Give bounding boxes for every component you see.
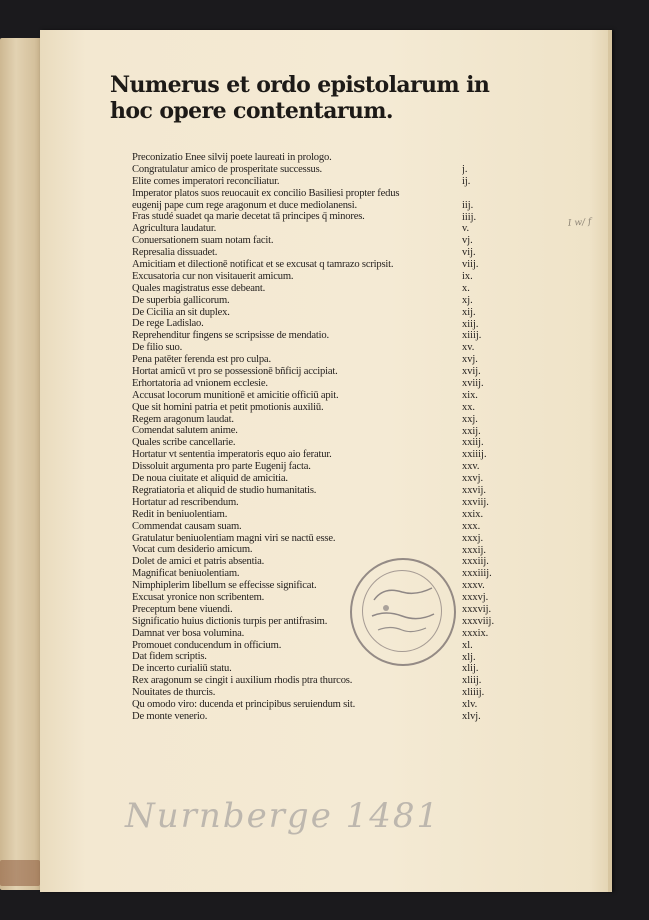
epistle-entry: Vocat cum desiderio amicum.	[132, 544, 253, 556]
epistle-entry: Dissoluit argumenta pro parte Eugenij facta.	[132, 461, 311, 473]
epistle-number: xxxvj.	[462, 592, 489, 604]
epistle-number: iij.	[462, 199, 474, 211]
epistle-number: xxxix.	[462, 627, 489, 639]
epistle-number: xvj.	[462, 354, 478, 366]
epistle-number: xlvj.	[462, 710, 481, 722]
library-stamp	[350, 558, 456, 666]
epistle-entry: Nimphiplerim libellum se effecisse significat.	[132, 580, 317, 592]
epistle-entry: Promouet conducendum in officium.	[132, 639, 282, 651]
epistle-number: xxvj.	[462, 473, 484, 485]
epistle-number: vij.	[462, 247, 476, 259]
epistle-entry: Qu omodo viro: ducenda et principibus seruiendum sit.	[132, 698, 356, 710]
epistle-entry: Nouitates de thurcis.	[132, 687, 216, 699]
epistle-entry: Dolet de amici et patris absentia.	[132, 556, 265, 568]
epistle-entry: De filio suo.	[132, 342, 183, 354]
epistle-entry: Gratulatur beniuolentiam magni viri se nactū esse.	[132, 532, 336, 544]
epistle-entry: De noua ciuitate et aliquid de amicitia.	[132, 473, 288, 485]
epistle-number: xxxij.	[462, 544, 486, 556]
epistle-entry: Imperator platos suos reuocauit ex concilio Basiliesi propter fedus	[132, 187, 400, 199]
epistle-entry: Significatio huius dictionis turpis per antifrasim.	[132, 615, 328, 627]
epistle-entry: Erhortatoria ad vnionem ecclesie.	[132, 377, 268, 389]
epistle-entry: Hortatur ad rescribendum.	[132, 496, 239, 508]
epistle-entry: Pena patēter ferenda est pro culpa.	[132, 354, 271, 366]
epistle-number: xxx.	[462, 520, 481, 532]
epistle-number: xx.	[462, 401, 475, 413]
epistle-number: xxvij.	[462, 485, 486, 497]
epistle-number: xiij.	[462, 318, 479, 330]
epistle-number: xix.	[462, 389, 478, 401]
epistle-number: xxj.	[462, 413, 478, 425]
epistle-entry: De Cicilia an sit duplex.	[132, 306, 230, 318]
stamp-mark	[352, 560, 454, 664]
page-title: Numerus et ordo epistolarum in hoc opere contentarum.	[110, 72, 490, 124]
epistle-number: xvij.	[462, 366, 481, 378]
epistle-number: xlij.	[462, 663, 479, 675]
epistle-entry: Quales scribe cancellarie.	[132, 437, 236, 449]
epistle-entry: Conuersationem suam notam facit.	[132, 235, 274, 247]
epistle-number	[462, 188, 502, 200]
epistle-number: xij.	[462, 306, 476, 318]
epistle-number: iiij.	[462, 211, 477, 223]
page-edge	[608, 30, 612, 892]
epistle-number: xliij.	[462, 675, 482, 687]
epistle-number: xlv.	[462, 699, 478, 711]
epistle-number: xv.	[462, 342, 475, 354]
epistle-number: xl.	[462, 639, 473, 651]
epistle-number: xxxiij.	[462, 556, 489, 568]
epistle-number: xxviij.	[462, 496, 489, 508]
epistle-entry: Damnat ver bosa volumina.	[132, 627, 245, 639]
epistle-number: xxiiij.	[462, 449, 487, 461]
epistle-numerals	[462, 164, 502, 723]
epistle-entry: Fras studé suadet qa marie decetat tā principes q̄ minores.	[132, 211, 365, 223]
epistle-entry: Redit in beniuolentiam.	[132, 508, 228, 520]
epistle-number: ix.	[462, 271, 473, 283]
epistle-number: viij.	[462, 259, 479, 271]
epistle-entry: Comendat salutem anime.	[132, 425, 238, 437]
epistle-entry: Represalia dissuadet.	[132, 247, 218, 259]
epistle-number: xj.	[462, 294, 473, 306]
epistle-entry: Elite comes imperatori reconciliatur.	[132, 175, 280, 187]
epistle-entry: eugenij pape cum rege aragonum et duce mediolanensi.	[132, 199, 357, 211]
epistle-entry: Preconizatio Enee silvij poete laureati in prologo.	[132, 152, 332, 163]
epistle-number: xxxj.	[462, 532, 484, 544]
epistle-entry: Amicitiam et dilectionē notificat et se excusat q tamrazo scripsit.	[132, 259, 394, 271]
epistle-number: x.	[462, 282, 470, 294]
epistle-entry: Accusat locorum munitionē et amicitie officiū apit.	[132, 389, 339, 401]
epistle-number: xlj.	[462, 651, 476, 663]
epistle-number: xxix.	[462, 508, 484, 520]
epistle-number: xxxvij.	[462, 603, 492, 615]
epistle-entry: Congratulatur amico de prosperitate successus.	[132, 163, 322, 175]
epistle-entry: De monte venerio.	[132, 710, 208, 722]
epistle-entry: Excusatoria cur non visitauerit amicum.	[132, 270, 294, 282]
epistle-entry: Reprehenditur fingens se scripsisse de mendatio.	[132, 330, 329, 342]
epistle-entry: Agricultura laudatur.	[132, 223, 217, 235]
epistle-entry: Regem aragonum laudat.	[132, 413, 234, 425]
epistle-number: xxxviij.	[462, 615, 495, 627]
epistle-number: xviij.	[462, 378, 484, 390]
pencil-annotation: Nurnberge 1481	[125, 796, 441, 836]
epistle-entry: Regratiatoria et aliquid de studio humanitatis.	[132, 484, 317, 496]
epistle-entry: Hortatur vt sententia imperatoris equo aio feratur.	[132, 449, 332, 461]
epistle-entry: De rege Ladislao.	[132, 318, 204, 330]
epistle-entry: De superbia gallicorum.	[132, 294, 230, 306]
epistle-entry: Rex aragonum se cingit i auxilium rhodis ptra thurcos.	[132, 675, 353, 687]
epistle-entry: Dat fidem scriptis.	[132, 651, 207, 663]
epistle-number: xxxiiij.	[462, 568, 492, 580]
epistle-number: xxij.	[462, 425, 481, 437]
margin-note: I w/ f	[567, 217, 592, 229]
epistle-number: xiiij.	[462, 330, 482, 342]
epistle-entry: Que sit homini patria et petit pmotionis auxiliū.	[132, 401, 324, 413]
epistle-entry: Hortat amicū vt pro se possessionē bñficij accipiat.	[132, 366, 338, 378]
epistle-number: xxiij.	[462, 437, 484, 449]
epistle-number: xxv.	[462, 461, 480, 473]
epistle-entry: Magnificat beniuolentiam.	[132, 568, 240, 580]
epistle-entry: Commendat causam suam.	[132, 520, 242, 532]
epistle-number: ij.	[462, 175, 471, 187]
epistle-number: xliiij.	[462, 687, 485, 699]
epistle-entry: De incerto curialiū statu.	[132, 663, 232, 675]
epistle-number: xxxv.	[462, 580, 485, 592]
epistle-entry: Preceptum bene viuendi.	[132, 603, 233, 615]
epistle-number: v.	[462, 223, 470, 235]
spine-damage	[0, 860, 40, 886]
epistle-entry: Quales magistratus esse debeant.	[132, 282, 266, 294]
epistle-number: j.	[462, 164, 468, 175]
epistle-number: vj.	[462, 235, 473, 247]
epistle-entry: Excusat yronice non scribentem.	[132, 591, 265, 603]
